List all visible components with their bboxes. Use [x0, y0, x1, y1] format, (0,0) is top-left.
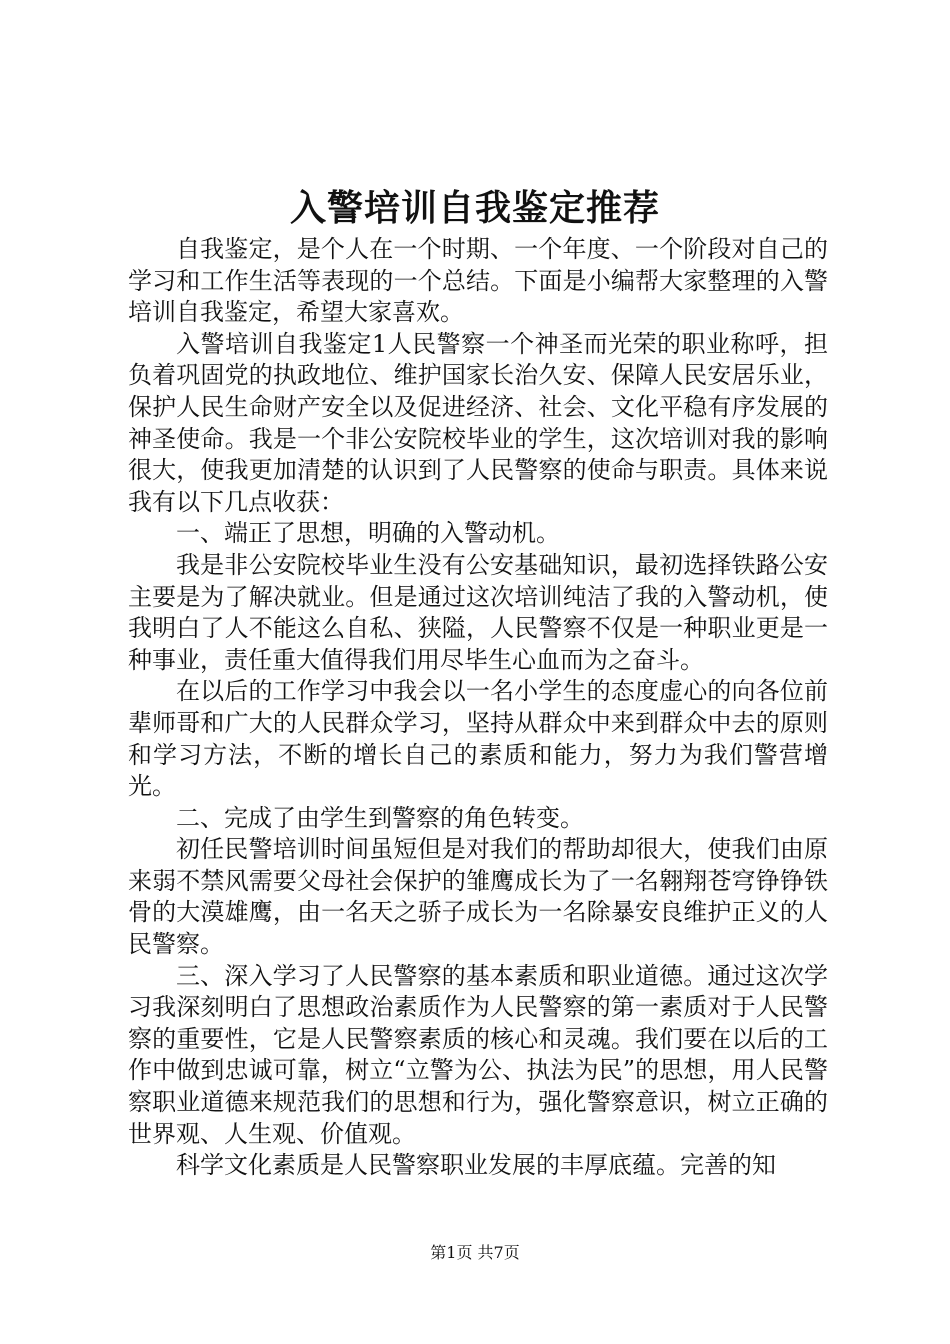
paragraph-6: 科学文化素质是人民警察职业发展的丰厚底蕴。完善的知 — [176, 1151, 776, 1180]
section-heading-2: 二、完成了由学生到警察的角色转变。 — [176, 803, 584, 832]
section-heading-1: 一、端正了思想，明确的入警动机。 — [176, 519, 560, 548]
document-body — [128, 234, 828, 1182]
paragraph-3: 在以后的工作学习中我会以一名小学生的态度虚心的向各位前辈师哥和广大的人民群众学习，坚持从群众中来到群众中去的原则和学习方法，不断的增长自己的素质和能力，努力为我们警营增光。 — [128, 677, 828, 801]
paragraph-4: 初任民警培训时间虽短但是对我们的帮助却很大，使我们由原来弱不禁风需要父母社会保护的雏鹰成长为了一名翱翔苍穹铮铮铁骨的大漠雄鹰，由一名天之骄子成长为一名除暴安良维护正义的人民警察。 — [128, 835, 828, 959]
paragraph-intro: 自我鉴定，是个人在一个时期、一个年度、一个阶段对自己的学习和工作生活等表现的一个总结。下面是小编帮大家整理的入警培训自我鉴定，希望大家喜欢。 — [128, 235, 828, 327]
paragraph-2: 我是非公安院校毕业生没有公安基础知识，最初选择铁路公安主要是为了解决就业。但是通过这次培训纯洁了我的入警动机，使我明白了人不能这么自私、狭隘，人民警察不仅是一种职业更是一种事业，责任重大值得我们用尽毕生心血而为之奋斗。 — [128, 550, 828, 674]
page-footer: 第1页 共7页 — [430, 1243, 520, 1262]
document-title: 入警培训自我鉴定推荐 — [289, 187, 660, 229]
paragraph-1: 入警培训自我鉴定1人民警察一个神圣而光荣的职业称呼，担负着巩固党的执政地位、维护国家长治久安、保障人民安居乐业，保护人民生命财产安全以及促进经济、社会、文化平稳有序发展的神圣使命。我是一个非公安院校毕业的学生，这次培训对我的影响很大，使我更加清楚的认识到了人民警察的使命与职责。具体来说我有以下几点收获： — [128, 329, 828, 516]
paragraph-5: 三、深入学习了人民警察的基本素质和职业道德。通过这次学习我深刻明白了思想政治素质作为人民警察的第一素质对于人民警察的重要性，它是人民警察素质的核心和灵魂。我们要在以后的工作中做到忠诚可靠，树立“立警为公、执法为民”的思想，用人民警察职业道德来规范我们的思想和行为，强化警察意识，树立正确的世界观、人生观、价值观。 — [128, 961, 828, 1148]
